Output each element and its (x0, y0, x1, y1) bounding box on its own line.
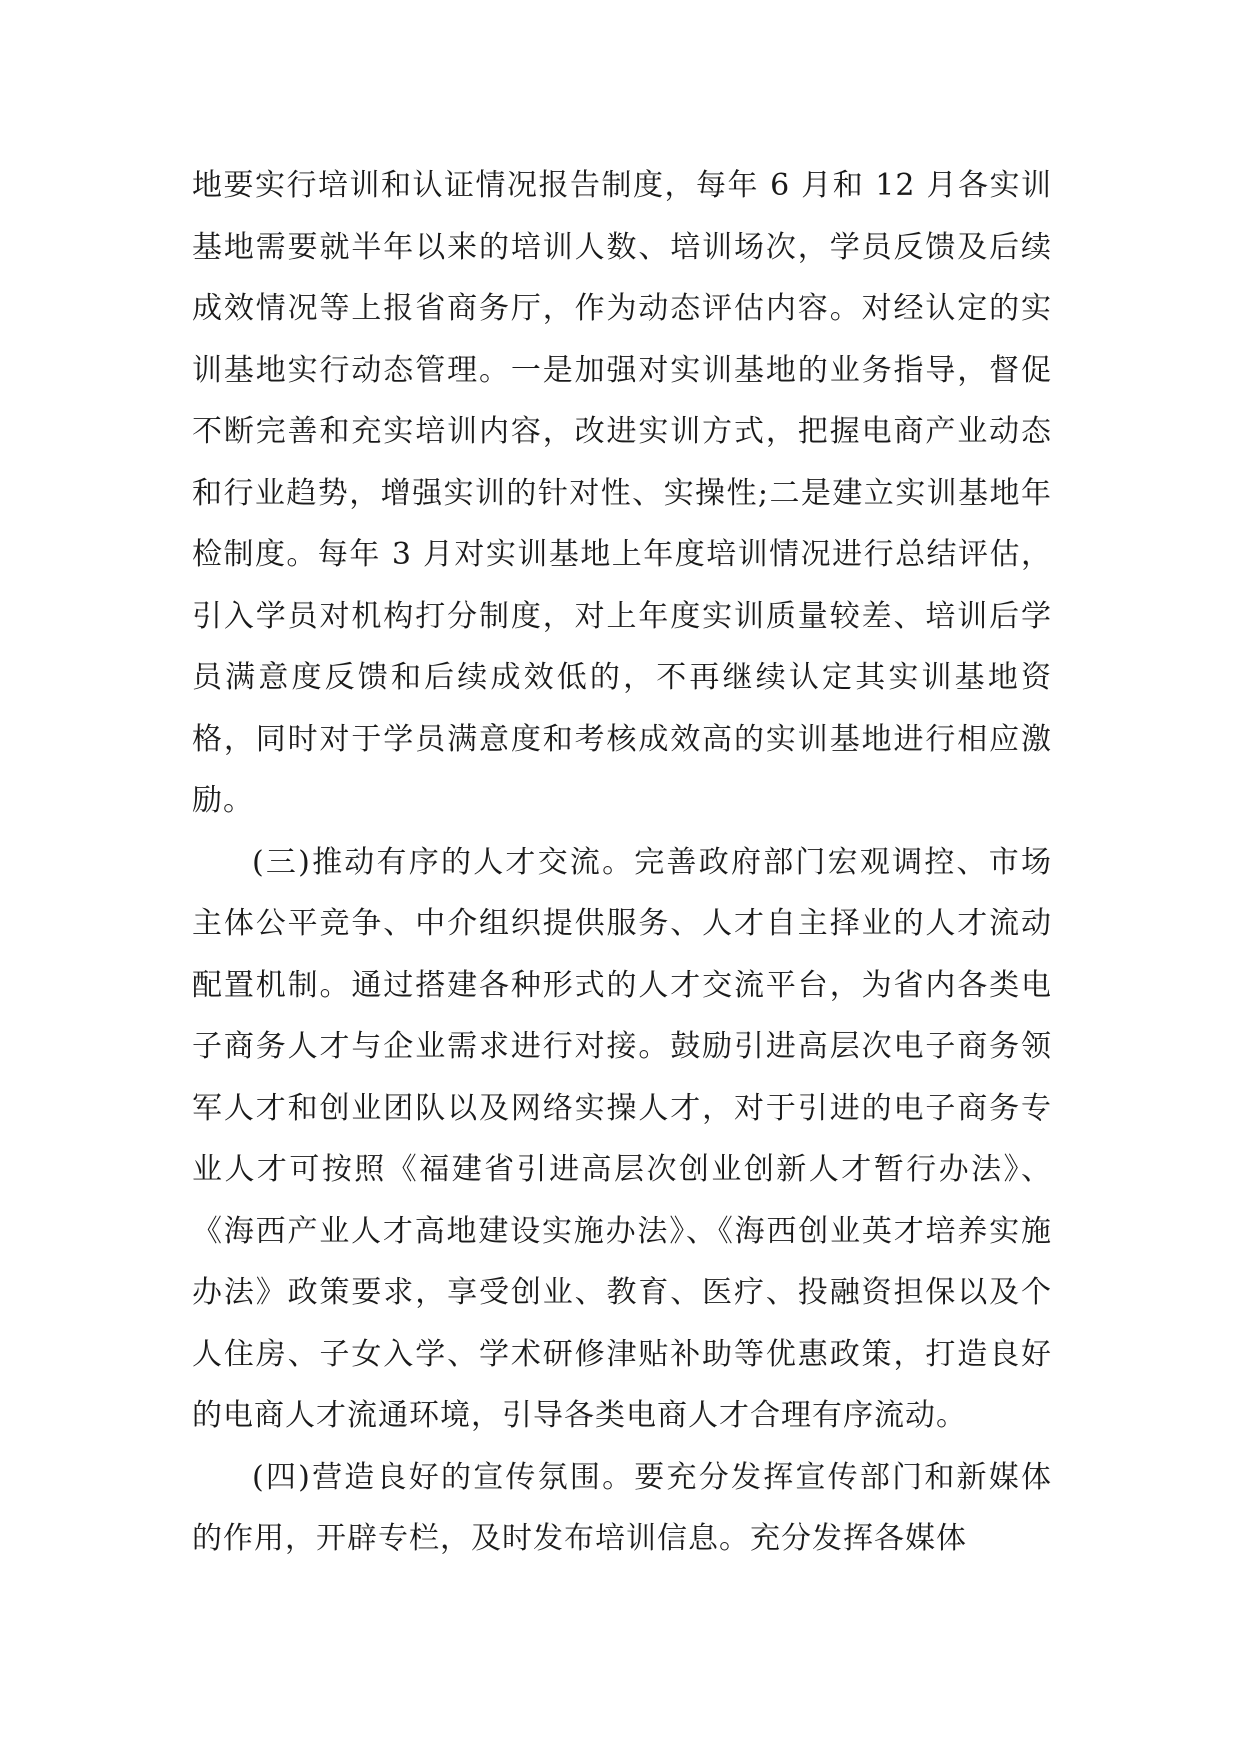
paragraph-talent-exchange: (三)推动有序的人才交流。完善政府部门宏观调控、市场主体公平竞争、中介组织提供服务、人才自主择业的人才流动配置机制。通过搭建各种形式的人才交流平台，为省内各类电子商务人才与企业需求进行对接。鼓励引进高层次电子商务领军人才和创业团队以及网络实操人才，对于引进的电子商务专业人才可按照《福建省引进高层次创业创新人才暂行办法》、《海西产业人才高地建设实施办法》、《海西创业英才培养实施办法》政策要求，享受创业、教育、医疗、投融资担保以及个人住房、子女入学、学术研修津贴补助等优惠政策，打造良好的电商人才流通环境，引导各类电商人才合理有序流动。 (192, 844, 1052, 1433)
document-body (192, 155, 1052, 1570)
paragraph-publicity: (四)营造良好的宣传氛围。要充分发挥宣传部门和新媒体的作用，开辟专栏，及时发布培训信息。充分发挥各媒体 (192, 1459, 1052, 1556)
paragraph-training-report: 地要实行培训和认证情况报告制度，每年 6 月和 12 月各实训基地需要就半年以来的培训人数、培训场次，学员反馈及后续成效情况等上报省商务厅，作为动态评估内容。对经认定的实训基地实行动态管理。一是加强对实训基地的业务指导，督促不断完善和充实培训内容，改进实训方式，把握电商产业动态和行业趋势，增强实训的针对性、实操性;二是建立实训基地年检制度。每年 3 月对实训基地上年度培训情况进行总结评估，引入学员对机构打分制度，对上年度实训质量较差、培训后学员满意度反馈和后续成效低的，不再继续认定其实训基地资格，同时对于学员满意度和考核成效高的实训基地进行相应激励。 (192, 168, 1052, 818)
